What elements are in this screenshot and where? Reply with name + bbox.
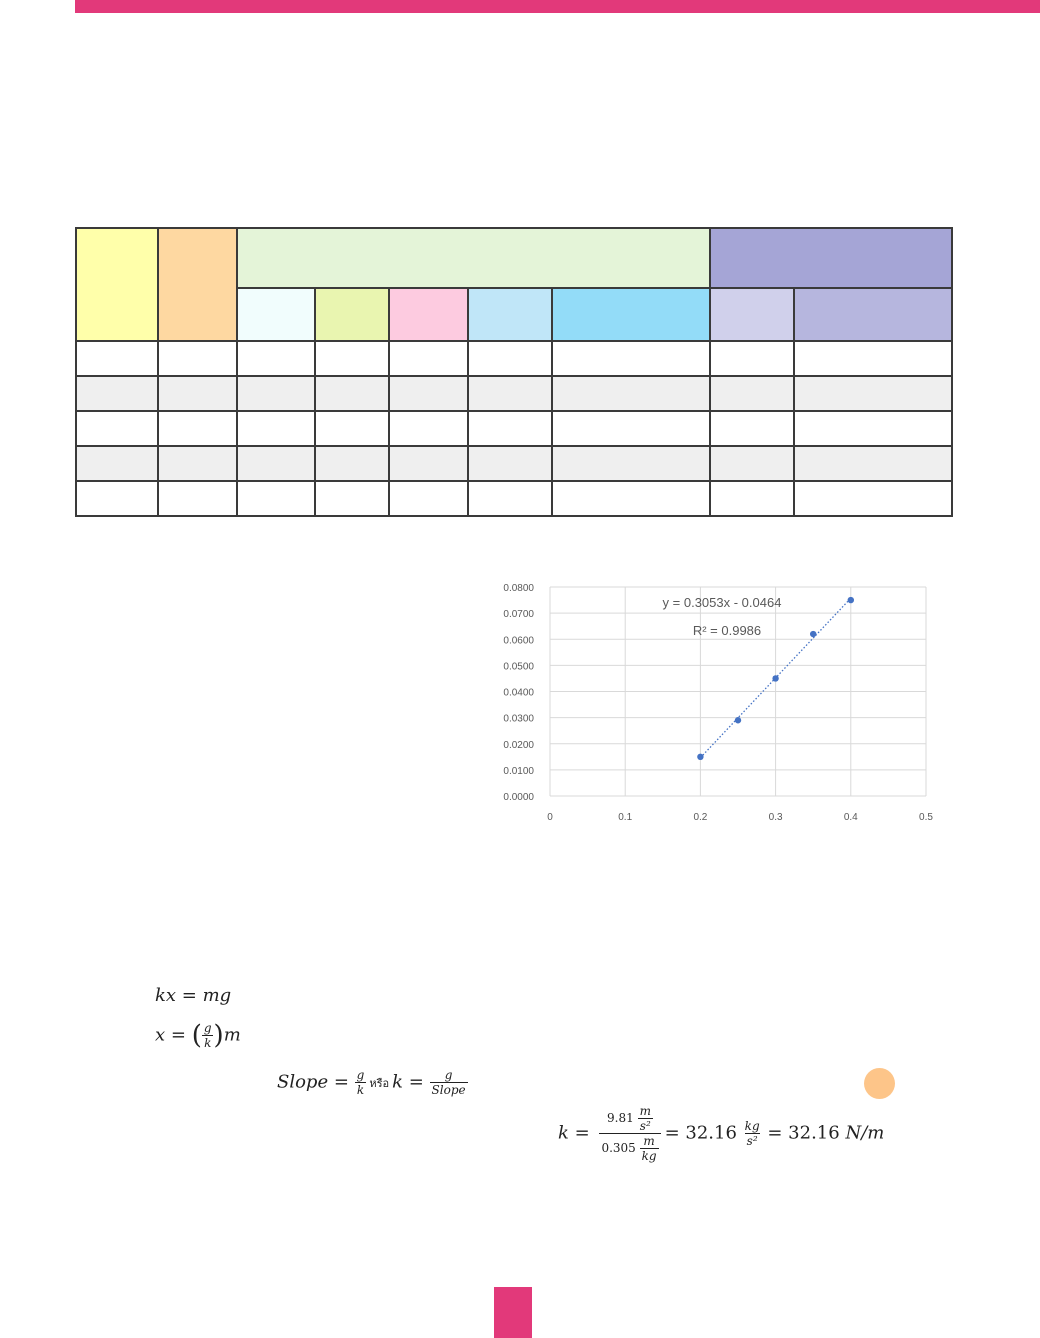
subheader-cell-3 <box>389 288 468 341</box>
table-cell <box>237 446 315 481</box>
y-tick-label: 0.0700 <box>503 609 534 621</box>
subheader-cell-6 <box>710 288 794 341</box>
table-cell <box>237 376 315 411</box>
eq3-num1: g <box>356 1068 365 1082</box>
equation-2: x = ( $\frac{g}{k}$ )m <box>155 1020 241 1051</box>
x-tick-label: 0 <box>547 812 553 823</box>
eq3-den1: k <box>356 1083 365 1097</box>
page-number-tab <box>494 1287 532 1338</box>
eq2-num: g <box>203 1021 212 1035</box>
table-row <box>76 481 952 516</box>
table-cell <box>468 341 552 376</box>
table-cell <box>710 481 794 516</box>
table-cell <box>158 481 237 516</box>
data-point <box>735 717 741 723</box>
x-tick-label: 0.1 <box>618 812 633 823</box>
subheader-cell-1 <box>237 288 315 341</box>
table-cell <box>76 446 158 481</box>
equation-1 <box>155 985 231 1006</box>
subheader-cell-7 <box>794 288 952 341</box>
table-cell <box>710 376 794 411</box>
eq3-lhs: Slope = <box>277 1071 349 1093</box>
trendline-equation-label: y = 0.3053x - 0.0464 <box>662 595 782 610</box>
equation-4 <box>558 1104 884 1163</box>
table-cell <box>158 341 237 376</box>
y-tick-label: 0.0800 <box>503 583 534 594</box>
eq2-lhs: x = <box>155 1024 186 1046</box>
eq4-num-val: 9.81 <box>607 1111 634 1125</box>
table-cell <box>389 481 468 516</box>
table-row <box>76 376 952 411</box>
eq4-den-unit-n: m <box>643 1134 655 1148</box>
table-cell <box>389 376 468 411</box>
table-cell <box>794 341 952 376</box>
header-group-2 <box>710 228 952 288</box>
eq2-den: k <box>204 1036 212 1050</box>
header-cell-2 <box>158 228 237 341</box>
subheader-cell-4 <box>468 288 552 341</box>
equation-3 <box>277 1068 468 1097</box>
eq3-or: หรือ <box>369 1076 390 1090</box>
r-squared-label: R² = 0.9986 <box>692 623 762 638</box>
table-row <box>76 446 952 481</box>
table-cell <box>468 446 552 481</box>
y-tick-label: 0.0200 <box>503 739 534 751</box>
table-cell <box>76 411 158 446</box>
data-point <box>810 631 816 637</box>
eq2-rhs: m <box>223 1024 241 1046</box>
eq3-den2: Slope <box>431 1083 466 1097</box>
table-cell <box>389 446 468 481</box>
eq4-num-unit-d: s² <box>639 1119 651 1133</box>
eq4-eq1: = 32.16 <box>664 1122 737 1144</box>
eq3-num2: g <box>444 1068 453 1082</box>
data-point <box>848 597 854 603</box>
eq4-unit-n: kg <box>744 1119 760 1133</box>
chart-grid <box>550 587 926 796</box>
table-cell <box>468 481 552 516</box>
y-tick-label: 0.0600 <box>503 635 534 647</box>
table-cell <box>389 341 468 376</box>
scatter-chart <box>490 575 940 830</box>
table-cell <box>710 341 794 376</box>
eq4-num-unit-n: m <box>639 1104 651 1118</box>
table-cell <box>552 446 710 481</box>
top-accent-bar <box>75 0 1040 13</box>
table-cell <box>315 411 389 446</box>
table-cell <box>315 446 389 481</box>
eq3-mid: k = <box>392 1071 424 1093</box>
eq4-lhs: k = <box>558 1122 590 1144</box>
eq4-den-val: 0.305 <box>601 1141 636 1155</box>
y-tick-label: 0.0500 <box>503 661 534 673</box>
x-tick-label: 0.5 <box>919 812 933 823</box>
table-cell <box>389 411 468 446</box>
table-cell <box>468 376 552 411</box>
header-cell-1 <box>76 228 158 341</box>
eq4-eq2: = 32.16 <box>767 1122 840 1144</box>
header-group-1 <box>237 228 710 288</box>
table-cell <box>552 341 710 376</box>
x-tick-label: 0.4 <box>843 812 858 823</box>
table-cell <box>794 446 952 481</box>
table-cell <box>710 446 794 481</box>
subheader-cell-5 <box>552 288 710 341</box>
table-cell <box>158 376 237 411</box>
table-cell <box>468 411 552 446</box>
table-cell <box>158 411 237 446</box>
x-tick-label: 0.3 <box>768 812 783 823</box>
table-cell <box>794 481 952 516</box>
table-row <box>76 341 952 376</box>
y-tick-label: 0.0400 <box>503 687 534 699</box>
data-table <box>75 227 953 517</box>
table-cell <box>315 376 389 411</box>
decorative-dot <box>864 1068 895 1099</box>
subheader-cell-2 <box>315 288 389 341</box>
table-cell <box>794 376 952 411</box>
table-row <box>76 411 952 446</box>
chart-x-ticks <box>547 812 933 823</box>
data-point <box>697 754 703 760</box>
table-cell <box>794 411 952 446</box>
chart-y-ticks <box>503 583 534 803</box>
table-cell <box>76 481 158 516</box>
table-cell <box>552 376 710 411</box>
y-tick-label: 0.0300 <box>503 713 534 725</box>
table-cell <box>315 341 389 376</box>
table-cell <box>76 341 158 376</box>
table-cell <box>237 341 315 376</box>
eq4-unit-final: N/m <box>845 1122 885 1144</box>
table-cell <box>237 411 315 446</box>
data-point <box>772 675 778 681</box>
table-cell <box>158 446 237 481</box>
table-cell <box>552 481 710 516</box>
eq4-den-unit-d: kg <box>641 1149 657 1163</box>
table-cell <box>237 481 315 516</box>
x-tick-label: 0.2 <box>693 812 708 823</box>
table-cell <box>76 376 158 411</box>
y-tick-label: 0.0000 <box>503 792 534 803</box>
table-cell <box>552 411 710 446</box>
y-tick-label: 0.0100 <box>503 765 534 777</box>
eq1-text: kx = mg <box>155 985 232 1006</box>
table-cell <box>315 481 389 516</box>
eq4-unit-d: s² <box>746 1134 758 1148</box>
table-cell <box>710 411 794 446</box>
